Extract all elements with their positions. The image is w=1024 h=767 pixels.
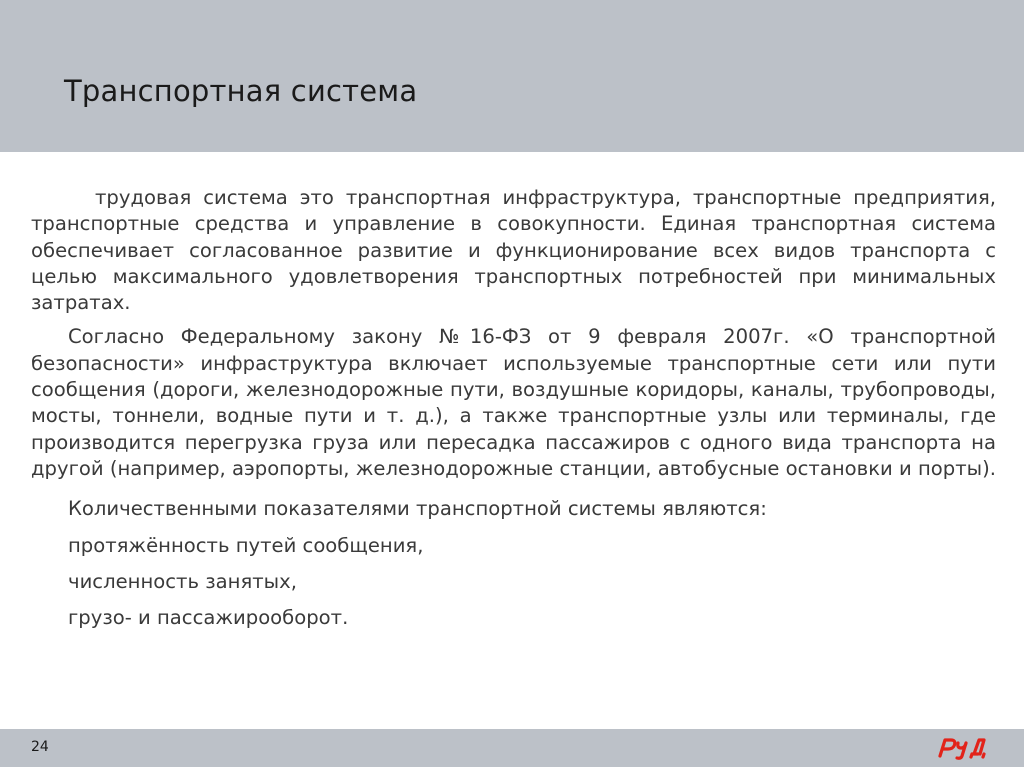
rzd-logo-icon [936,734,992,760]
list-intro: Количественными показателями транспортной системы являются: [68,497,767,521]
paragraph-law: Согласно Федеральному закону №16-ФЗ от 9 февраля 2007г. «О транспортной безопасности» инфраструктура включает используемые транспортные сети или пути сообщения (дороги, железнодорожные пути, воздушные коридоры, каналы, трубопроводы, мосты, тоннели, водные пути и т. д.), а также транспортные узлы или терминалы, где производится перегрузка груза или пересадка пассажиров с одного вида транспорта на другой (например, аэропорты, железнодорожные станции, автобусные остановки и порты). [31,325,996,480]
page-number: 24 [31,739,49,755]
slide-body [31,185,996,631]
list-item: протяжённость путей сообщения, [68,533,424,557]
slide-title: Транспортная система [64,74,418,108]
list-item: численность занятых, [68,569,297,593]
paragraph-definition: трудовая система это транспортная инфраструктура, транспортные предприятия, транспортные средства и управление в совокупности. Единая транспортная система обеспечивает согласованное развитие и функционирование всех видов транспорта с целью максимального удовлетворения транспортных потребностей при минимальных затратах. [31,186,996,315]
list-item: грузо- и пассажирооборот. [68,606,349,630]
footer-band [0,729,1024,767]
